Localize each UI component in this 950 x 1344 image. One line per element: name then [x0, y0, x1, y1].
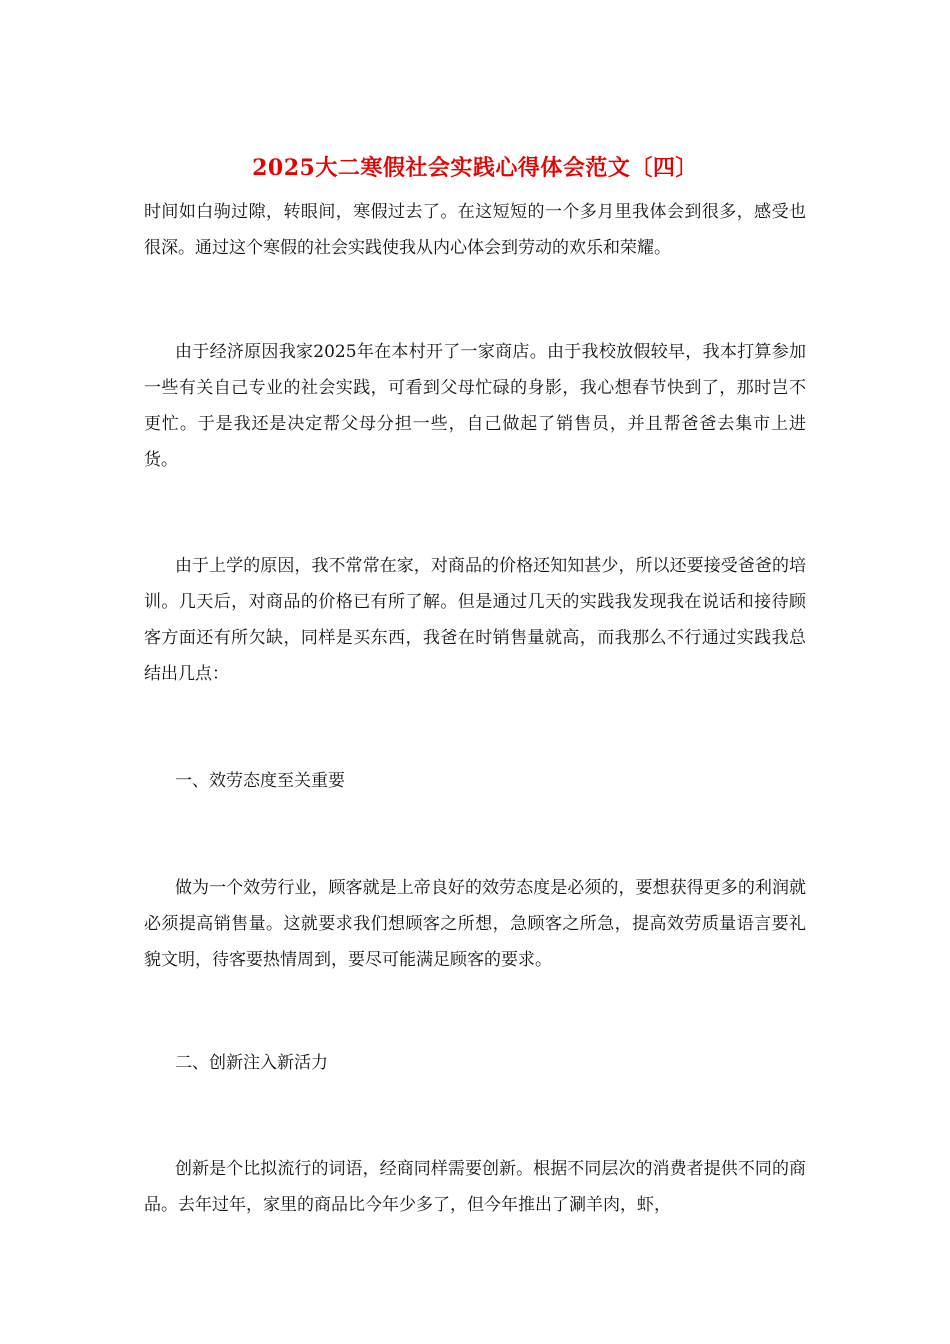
document-title: 2025大二寒假社会实践心得体会范文〔四〕 — [252, 155, 698, 181]
section-heading-service-attitude: 一、效劳态度至关重要 — [175, 771, 345, 791]
section-heading-innovation: 二、创新注入新活力 — [175, 1053, 328, 1073]
paragraph-shop: 由于经济原因我家2025年在本村开了一家商店。由于我校放假较早，我本打算参加一些有关自己专业的社会实践，可看到父母忙碌的身影，我心想春节快到了，那时岂不更忙。于是我还是决定帮父母分担一些，自己做起了销售员，并且帮爸爸去集市上进货。 — [144, 342, 806, 470]
paragraph-training: 由于上学的原因，我不常常在家，对商品的价格还知知甚少，所以还要接受爸爸的培训。几天后，对商品的价格已有所了解。但是通过几天的实践我发现我在说话和接待顾客方面还有所欠缺，同样是买东西，我爸在时销售量就高，而我那么不行通过实践我总结出几点： — [144, 556, 806, 684]
paragraph-intro: 时间如白驹过隙，转眼间，寒假过去了。在这短短的一个多月里我体会到很多，感受也很深。通过这个寒假的社会实践使我从内心体会到劳动的欢乐和荣耀。 — [144, 202, 806, 258]
paragraph-innovation: 创新是个比拟流行的词语，经商同样需要创新。根据不同层次的消费者提供不同的商品。去年过年，家里的商品比今年少多了，但今年推出了涮羊肉，虾， — [144, 1159, 806, 1215]
paragraph-service: 做为一个效劳行业，顾客就是上帝良好的效劳态度是必须的，要想获得更多的利润就必须提高销售量。这就要求我们想顾客之所想，急顾客之所急，提高效劳质量语言要礼貌文明，待客要热情周到，要尽可能满足顾客的要求。 — [144, 878, 806, 970]
